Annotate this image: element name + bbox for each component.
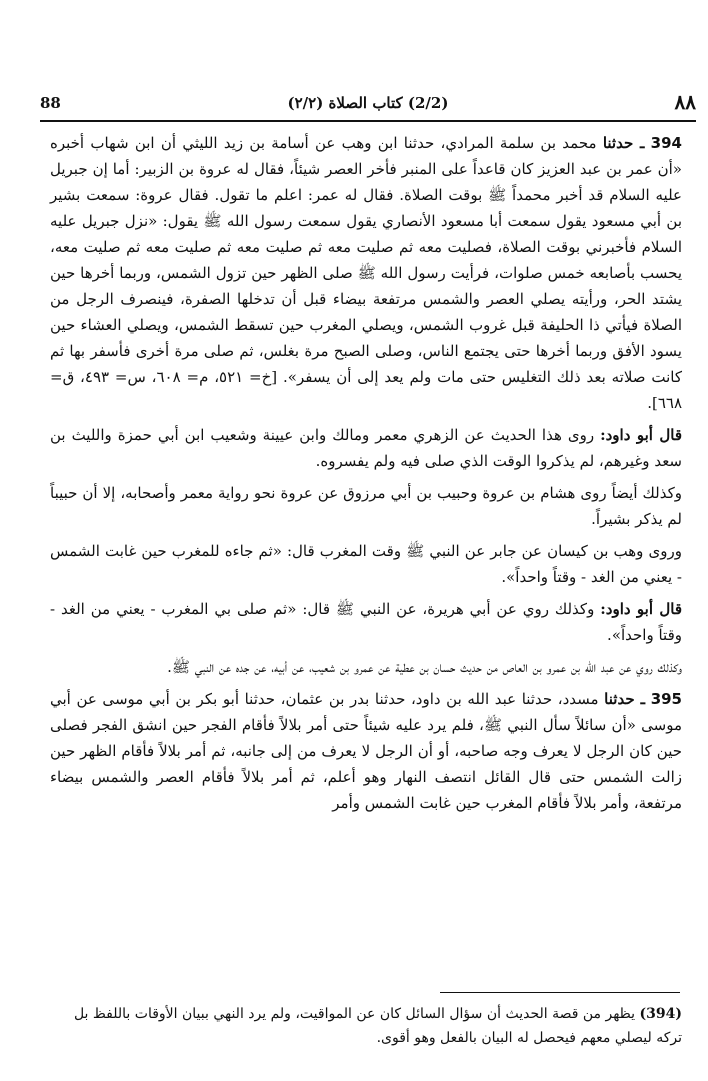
footnote-divider: [440, 992, 680, 993]
hadith-number: 395: [650, 690, 682, 708]
comment-wahb: [50, 538, 682, 590]
hadith-395: [50, 686, 682, 816]
narration-lead: قال أبو داود:: [600, 600, 682, 618]
paragraph-text: محمد بن سلمة المرادي، حدثنا ابن وهب عن أسامة بن زيد الليثي أن ابن شهاب أخبره «أن عمر بن عبد العزيز كان قاعداً على المنبر فأخر العصر شيئاً، فقال له عروة بن الزبير: أما إن جبريل عليه السلام قد أخبر محمداً ﷺ بوقت الصلاة. فقال له عمر: اعلم ما تقول. فقال عروة: سمعت بشير بن أبي مسعود يقول سمعت أبا مسعود الأنصاري يقول سمعت رسول الله ﷺ يقول: «نزل جبريل عليه السلام فأخبرني بوقت الصلاة، فصليت معه ثم صليت معه ثم صليت معه ثم صليت معه ثم صليت معه، يحسب بأصابعه خمس صلوات، فرأيت رسول الله ﷺ صلى الظهر حين تزول الشمس، وربما أخرها حين يشتد الحر، ورأيته يصلي العصر والشمس مرتفعة بيضاء قبل أن تدخلها الصفرة، فينصرف الرجل من الصلاة فيأتي ذا الحليفة قبل غروب الشمس، ويصلي المغرب حين تسقط الشمس، ويصلي العشاء حين يسود الأفق وربما أخرها حتى يجتمع الناس، وصلى الصبح مرة بغلس، ثم صلى مرة أخرى فأسفر بها ثم كانت صلاته بعد ذلك التغليس حتى مات ولم يعد إلى أن يسفر». [خ= ٥٢١، م= ٦٠٨، س= ٤٩٣، ق= ٦٦٨].: [50, 134, 682, 412]
abu-dawud-comment-1: [50, 422, 682, 474]
page-number-arabic: ٨٨: [674, 90, 696, 114]
paragraph-text: روى هذا الحديث عن الزهري معمر ومالك وابن عيينة وشعيب ابن أبي حمزة والليث بن سعد وغيرهم، لم يذكروا الوقت الذي صلى فيه ولم يفسروه.: [50, 426, 682, 470]
hadith-394: [50, 130, 682, 416]
paragraph-text: وكذلك أيضاً روى هشام بن عروة وحبيب بن أبي مرزوق عن عروة نحو رواية معمر وأصحابه، إلا أن حبيباً لم يذكر بشيراً.: [50, 484, 682, 528]
page-number-latin: 88: [40, 94, 61, 112]
running-title: (2/2) كتاب الصلاة (٢/٢): [287, 94, 449, 112]
paragraph-text: مسدد، حدثنا عبد الله بن داود، حدثنا بدر بن عثمان، حدثنا أبو بكر بن أبي موسى عن أبي موسى «أن سائلاً سأل النبي ﷺ، فلم يرد عليه شيئاً حتى أمر بلالاً فأقام الفجر حين انشق الفجر فصلى حين كان الرجل لا يعرف وجه صاحبه، أو أن الرجل لا يعرف من إلى جانبه، ثم أمر بلالاً فأقام الظهر حين زالت الشمس حتى قال القائل انتصف النهار وهو أعلم، ثم أمر بلالاً فأقام العصر والشمس بيضاء مرتفعة، وأمر بلالاً فأقام المغرب حين غابت الشمس وأمر: [50, 690, 682, 812]
narration-lead: ـ حدثنا: [602, 134, 645, 152]
footnote-number: (394): [639, 1006, 682, 1022]
page-header: [40, 90, 696, 122]
footnote: [50, 1002, 682, 1050]
paragraph-text: وكذلك روي عن عبد الله بن عمرو بن العاص من حديث حسان بن عطية عن عمرو بن شعيب، عن أبيه، عن جده عن النبي ﷺ.: [167, 658, 682, 676]
comment-hisham: [50, 480, 682, 532]
footnote-text: يظهر من قصة الحديث أن سؤال السائل كان عن المواقيت، ولم يرد النهي ببيان الأوقات باللفظ بل تركه ليصلي معهم فيحصل له البيان بالفعل وهو أقوى.: [73, 1006, 682, 1046]
abu-dawud-comment-2: [50, 596, 682, 648]
comment-abdullah: [50, 654, 682, 680]
narration-lead: ـ حدثنا: [604, 690, 646, 708]
paragraph-text: وكذلك روي عن أبي هريرة، عن النبي ﷺ قال: «ثم صلى بي المغرب - يعني من الغد - وقتاً واحداً».: [50, 600, 682, 644]
main-text: [50, 130, 682, 822]
hadith-number: 394: [650, 134, 682, 152]
narration-lead: قال أبو داود:: [600, 426, 682, 444]
paragraph-text: وروى وهب بن كيسان عن جابر عن النبي ﷺ وقت المغرب قال: «ثم جاءه للمغرب حين غابت الشمس - يعني من الغد - وقتاً واحداً».: [50, 542, 682, 586]
